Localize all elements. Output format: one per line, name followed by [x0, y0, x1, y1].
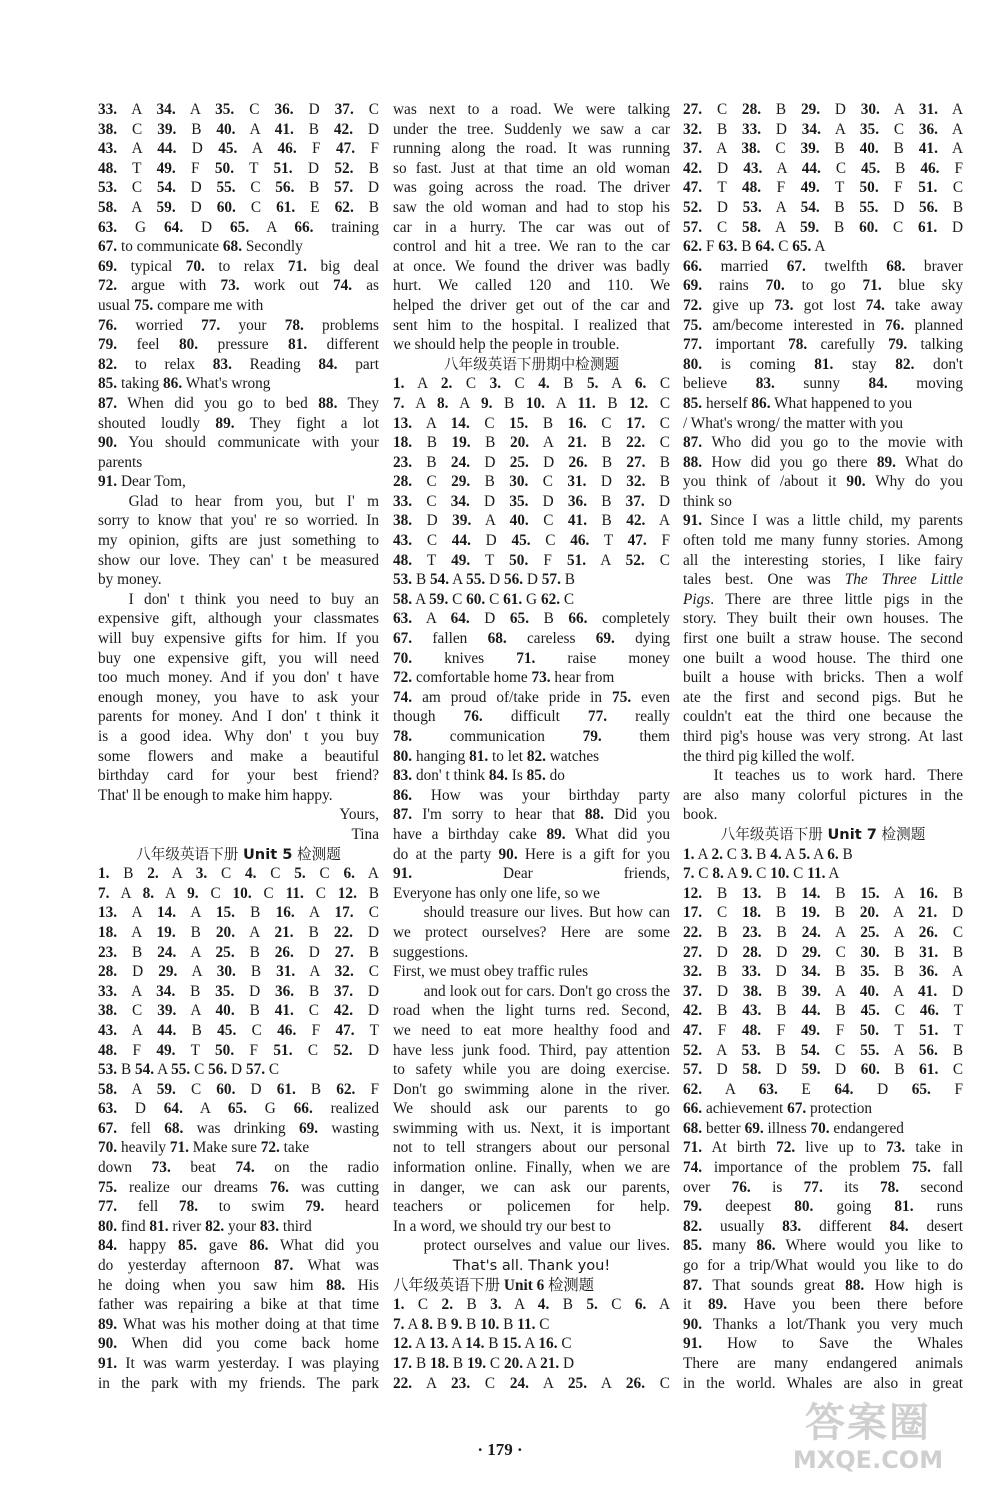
col3-line: 91. How to Save the Whales [683, 1335, 963, 1353]
col2-line: car in a hurry. The car was out of [393, 218, 670, 236]
col1-line: 58. A 59. C 60. D 61. B 62. F [98, 1080, 379, 1098]
section-heading: 八年级英语下册期中检测题 [443, 355, 620, 373]
col3-line: 82. usually 83. different 84. desert [683, 1217, 963, 1235]
col3-line: 37. A 38. C 39. B 40. B 41. A [683, 140, 963, 158]
col2-line: sent him to the hospital. I realized that [393, 316, 670, 334]
col2-line: teachers or policemen for help. [393, 1198, 670, 1216]
col1-line: 67. to communicate 68. Secondly [98, 238, 303, 256]
col3-line: It teaches us to work hard. There [713, 767, 963, 785]
col3-line: book. [683, 806, 718, 824]
col1-line: 80. find 81. river 82. your 83. third [98, 1217, 312, 1235]
col2-line: 12. A 13. A 14. B 15. A 16. C [393, 1335, 572, 1353]
col2-line: 78. communication 79. them [393, 728, 670, 745]
col1-line: some flowers and make a beautiful [98, 747, 379, 765]
col1-line: 75. realize our dreams 76. was cutting [98, 1178, 379, 1196]
col1-line: 33. A 34. A 35. C 36. D 37. C [98, 101, 379, 118]
col3-line: couldn't eat the third one because the [683, 708, 963, 726]
col3-line: 79. deepest 80. going 81. runs [683, 1198, 963, 1216]
col3-line: 32. B 33. D 34. A 35. C 36. A [683, 120, 963, 138]
col3-line: 1. A 2. C 3. B 4. A 5. A 6. B [683, 845, 853, 863]
col3-line: 62. A 63. E 64. D 65. F [683, 1080, 963, 1098]
col2-line: not to tell strangers about our personal [393, 1139, 670, 1157]
col2-line: 53. B 54. A 55. D 56. D 57. B [393, 571, 575, 589]
col2-line: 86. How was your birthday party [393, 786, 670, 804]
section-heading: 八年级英语下册 Unit 7 检测题 [720, 825, 926, 843]
col1-line: 18. A 19. B 20. A 21. B 22. D [98, 923, 379, 941]
col2-line: 58. A 59. C 60. C 61. G 62. C [393, 590, 575, 608]
col2-line: information online. Finally, when we are [393, 1159, 670, 1177]
col1-line: 48. F 49. T 50. F 51. C 52. D [98, 1041, 379, 1059]
col1-line: 38. C 39. A 40. B 41. C 42. D [98, 1002, 379, 1020]
col1-line: I don' t think you need to buy an [128, 590, 379, 608]
col3-line: Pigs. There are three little pigs in the [683, 590, 963, 608]
col1-line: 87. When did you go to bed 88. They [98, 394, 379, 412]
col3-line: 27. D 28. D 29. C 30. B 31. B [683, 943, 963, 961]
col2-line: and look out for cars. Don't go cross the [423, 982, 670, 1000]
col3-line: tales best. One was The Three Little [683, 571, 963, 589]
col3-line: 17. C 18. B 19. B 20. A 21. D [683, 904, 963, 922]
col1-line: birthday card for your best friend? [98, 767, 379, 785]
col1-line: Tina [351, 825, 379, 843]
col3-line: in the world. Whales are also in great [683, 1374, 963, 1392]
col3-line: are also many colorful pictures in the [683, 786, 963, 804]
col2-line: 13. A 14. C 15. B 16. C 17. C [393, 414, 670, 432]
col3-line: 22. B 23. B 24. A 25. A 26. C [683, 923, 963, 941]
col2-line: suggestions. [393, 943, 469, 961]
col3-line: you think of /about it 90. Why do you [683, 473, 963, 491]
col1-line: father was repairing a bike at that time [98, 1296, 379, 1314]
col3-line: 66. achievement 67. protection [683, 1100, 873, 1118]
col1-line: 13. A 14. A 15. B 16. A 17. C [98, 904, 379, 922]
col1-line: my opinion, gifts are just something to [98, 532, 379, 550]
col2-line: swimming with us. Next, it is important [393, 1119, 670, 1137]
answer-column-left [98, 100, 379, 1393]
col1-line: 69. typical 70. to relax 71. big deal [98, 257, 379, 275]
col2-line: under the tree. Suddenly we saw a car [393, 120, 670, 138]
col1-line: in the park with my friends. The park [98, 1374, 379, 1392]
col1-line: 67. fell 68. was drinking 69. wasting [98, 1119, 379, 1137]
col2-line: 74. am proud of/take pride in 75. even [393, 688, 670, 706]
col3-line: 7. C 8. A 9. C 10. C 11. A [683, 865, 840, 883]
col2-line: 63. A 64. D 65. B 66. completely [393, 610, 670, 628]
col2-line: 1. C 2. B 3. A 4. B 5. C 6. A [393, 1296, 670, 1314]
col1-line: is a good idea. Why don' t you buy [98, 728, 379, 745]
col2-line: in danger, we can ask our parents, [393, 1178, 670, 1196]
col1-line: buy one expensive gift, you will need [98, 649, 379, 667]
col3-line: 69. rains 70. to go 71. blue sky [683, 277, 963, 295]
col3-line: 74. importance of the problem 75. fall [683, 1159, 963, 1177]
col2-line: do at the party 90. Here is a gift for you [393, 845, 670, 863]
watermark-text: 答案圈 [805, 1400, 931, 1446]
col3-line: 47. F 48. F 49. F 50. T 51. T [683, 1021, 963, 1039]
col1-line: 89. What was his mother doing at that time [98, 1315, 379, 1333]
col2-line: we need to eat more healthy food and [393, 1021, 670, 1039]
section-heading: That's all. Thank you! [452, 1257, 611, 1275]
col3-line: third pig's house was very strong. At last [683, 728, 963, 745]
page-number: · 179 · [477, 1440, 523, 1459]
col1-line: 77. fell 78. to swim 79. heard [98, 1198, 379, 1216]
col2-line: 91. Dear friends, [393, 865, 670, 883]
col3-line: story. They built their own houses. The [683, 610, 963, 628]
col2-line: control and hit a tree. We ran to the car [393, 238, 670, 256]
col2-line: We should ask our parents to go [393, 1100, 670, 1118]
col2-line: to safety while you are doing exercise. [393, 1061, 670, 1079]
col1-line: 33. A 34. B 35. D 36. B 37. D [98, 982, 379, 1000]
col1-line: 90. You should communicate with your [98, 434, 379, 452]
col1-line: too much money. And if you don' t have [98, 669, 379, 687]
col2-line: 33. C 34. D 35. D 36. B 37. D [393, 492, 670, 510]
section-heading: 八年级英语下册 Unit 5 检测题 [136, 845, 341, 863]
col2-line: though 76. difficult 77. really [393, 708, 670, 726]
col1-line: 84. happy 85. gave 86. What did you [98, 1237, 379, 1255]
col1-line: by money. [98, 571, 162, 589]
col3-line: 90. Thanks a lot/Thank you very much [683, 1315, 963, 1333]
col3-line: 75. am/become interested in 76. planned [683, 316, 963, 334]
col3-line: 37. D 38. B 39. A 40. A 41. D [683, 982, 963, 1000]
answer-column-right [683, 100, 963, 1393]
col1-line: 63. D 64. A 65. G 66. realized [98, 1100, 379, 1118]
col1-line: he doing when you saw him 88. His [98, 1276, 379, 1294]
col3-line: 52. A 53. B 54. C 55. A 56. B [683, 1041, 963, 1059]
col3-line: the third pig killed the wolf. [683, 747, 855, 765]
col1-line: 23. B 24. A 25. B 26. D 27. B [98, 943, 379, 961]
col1-line: 58. A 59. D 60. C 61. E 62. B [98, 198, 379, 216]
col3-line: 68. better 69. illness 70. endangered [683, 1119, 904, 1137]
col1-line: show our love. They can' t be measured [98, 551, 379, 569]
col1-line: 48. T 49. F 50. T 51. D 52. B [98, 159, 379, 177]
col1-line: down 73. beat 74. on the radio [98, 1159, 379, 1177]
col2-line: was next to a road. We were talking [393, 101, 670, 118]
col2-line: have a birthday cake 89. What did you [393, 825, 670, 843]
col1-line: 7. A 8. A 9. C 10. C 11. C 12. B [98, 884, 379, 902]
col3-line: 88. How did you go there 89. What do [683, 453, 963, 471]
col1-line: 43. A 44. D 45. A 46. F 47. F [98, 140, 379, 158]
col3-line: 91. Since I was a little child, my parents [683, 512, 963, 530]
col1-line: 91. Dear Tom, [98, 473, 186, 491]
col2-line: 17. B 18. B 19. C 20. A 21. D [393, 1355, 575, 1372]
col3-line: 27. C 28. B 29. D 30. A 31. A [683, 101, 963, 118]
col3-line: 47. T 48. F 49. T 50. F 51. C [683, 179, 963, 197]
col2-line: was going across the road. The driver [393, 179, 670, 197]
col2-line: protect ourselves and value our lives. [423, 1237, 670, 1255]
col1-line: 85. taking 86. What's wrong [98, 375, 271, 393]
col1-line: parents [98, 453, 143, 471]
col2-line: running along the road. It was running [393, 140, 670, 158]
watermark-url: MXQE.COM [792, 1446, 944, 1474]
col1-line: sorry to know that you' re so worried. In [98, 512, 379, 530]
col1-line: 53. C 54. D 55. C 56. B 57. D [98, 179, 379, 197]
col2-line: 38. D 39. A 40. C 41. B 42. A [393, 512, 670, 530]
col2-line: 1. A 2. C 3. C 4. B 5. A 6. C [393, 375, 670, 393]
col3-line: one built a wood house. The third one [683, 649, 963, 667]
col3-line: 71. At birth 72. live up to 73. take in [683, 1139, 963, 1157]
col1-line: 1. B 2. A 3. C 4. C 5. C 6. A [98, 865, 379, 883]
col1-line: will buy expensive gifts for him. If you [98, 630, 379, 648]
col1-line: 91. It was warm yesterday. I was playing [98, 1355, 379, 1372]
col2-line: 23. B 24. D 25. D 26. B 27. B [393, 453, 670, 471]
col3-line: built a house with bricks. Then a wolf [683, 669, 963, 687]
col1-line: Glad to hear from you, but I' m [128, 492, 379, 510]
col3-line: 77. important 78. carefully 79. talking [683, 336, 963, 354]
col3-line: 87. That sounds great 88. How high is [683, 1276, 963, 1294]
col3-line: 80. is coming 81. stay 82. don't [683, 355, 963, 373]
col2-line: 70. knives 71. raise money [393, 649, 670, 667]
col3-line: all the interesting stories, I like fairy [683, 551, 963, 569]
col1-line: enough money, you have to ask your [98, 688, 379, 706]
col3-line: first one built a straw house. The second [683, 630, 963, 648]
col3-line: 32. B 33. D 34. B 35. B 36. A [683, 963, 963, 981]
col1-line: parents for money. And I don' t think it [98, 708, 379, 726]
col2-line: 43. C 44. D 45. C 46. T 47. F [393, 532, 670, 550]
col3-line: 52. D 53. A 54. B 55. D 56. B [683, 198, 963, 216]
col2-line: In a word, we should try our best to [393, 1217, 611, 1235]
col2-line: so fast. Just at that time an old woman [393, 159, 670, 177]
col1-line: 90. When did you come back home [98, 1335, 379, 1353]
col3-line: go for a trip/What would you like to do [683, 1257, 963, 1275]
col2-line: Don't go swimming alone in the river. [393, 1080, 670, 1098]
col2-line: 7. A 8. A 9. B 10. A 11. B 12. C [393, 394, 670, 412]
col3-line: 72. give up 73. got lost 74. take away [683, 296, 963, 314]
col1-line: 38. C 39. B 40. A 41. B 42. D [98, 120, 379, 138]
col3-line: 42. D 43. A 44. C 45. B 46. F [683, 159, 963, 177]
col2-line: 67. fallen 68. careless 69. dying [393, 630, 670, 648]
col2-line: we protect ourselves? Here are some [393, 923, 670, 941]
col3-line: ate the first and second pigs. But he [683, 688, 963, 706]
col3-line: it 89. Have you been there before [683, 1296, 963, 1314]
col2-line: 48. T 49. T 50. F 51. A 52. C [393, 551, 670, 569]
col2-line: 83. don' t think 84. Is 85. do [393, 767, 565, 785]
col1-line: 82. to relax 83. Reading 84. part [98, 355, 379, 373]
col2-line: should treasure our lives. But how can [423, 904, 670, 922]
col1-line: 76. worried 77. your 78. problems [98, 316, 379, 334]
col1-line: 53. B 54. A 55. C 56. D 57. C [98, 1061, 280, 1079]
col2-line: helped the driver get out of the car and [393, 296, 670, 314]
col1-line: 43. A 44. B 45. C 46. F 47. T [98, 1021, 379, 1039]
col2-line: 八年级英语下册 Unit 6 检测题 [393, 1276, 594, 1294]
col2-line: Everyone has only one life, so we [393, 884, 600, 902]
col3-line: / What's wrong/ the matter with you [683, 414, 903, 432]
col2-line: at once. We found the driver was badly [393, 257, 670, 275]
col1-line: usual 75. compare me with [98, 296, 264, 314]
col3-line: 87. Who did you go to the movie with [683, 434, 963, 452]
col3-line: 62. F 63. B 64. C 65. A [683, 238, 826, 256]
col2-line: 80. hanging 81. to let 82. watches [393, 747, 600, 765]
col1-line: do yesterday afternoon 87. What was [98, 1257, 379, 1275]
col1-line: 79. feel 80. pressure 81. different [98, 336, 379, 354]
col3-line: 57. C 58. A 59. B 60. C 61. D [683, 218, 963, 236]
col1-line: shouted loudly 89. They fight a lot [98, 414, 379, 432]
col2-line: 22. A 23. C 24. A 25. A 26. C [393, 1374, 670, 1392]
col2-line: saw the old woman and had to stop his [393, 198, 670, 216]
col3-line: over 76. is 77. its 78. second [683, 1178, 963, 1196]
col2-line: 72. comfortable home 73. hear from [393, 669, 615, 687]
col3-line: There are many endangered animals [683, 1355, 963, 1372]
col2-line: 28. C 29. B 30. C 31. D 32. B [393, 473, 670, 491]
col3-line: 57. D 58. D 59. D 60. B 61. C [683, 1061, 963, 1079]
col2-line: hurt. We called 120 and 110. We [393, 277, 670, 295]
col2-line: 87. I'm sorry to hear that 88. Did you [393, 806, 670, 824]
col3-line: think so [683, 492, 732, 510]
col3-line: 42. B 43. B 44. B 45. C 46. T [683, 1002, 963, 1020]
col1-line: Yours, [339, 806, 379, 824]
watermark-logo [758, 1400, 978, 1480]
col2-line: have less junk food. Third, pay attention [393, 1041, 670, 1059]
col3-line: 85. many 86. Where would you like to [683, 1237, 963, 1255]
col3-line: often told me many funny stories. Among [683, 532, 963, 550]
col3-line: 66. married 67. twelfth 68. braver [683, 257, 963, 275]
col3-line: 85. herself 86. What happened to you [683, 394, 913, 412]
col1-line: expensive gift, although your classmates [98, 610, 379, 628]
col1-line: 63. G 64. D 65. A 66. training [98, 218, 379, 236]
col2-line: 18. B 19. B 20. A 21. B 22. C [393, 434, 670, 452]
col1-line: 72. argue with 73. work out 74. as [98, 277, 379, 295]
col2-line: we should help the people in trouble. [393, 336, 620, 354]
col1-line: That' ll be enough to make him happy. [98, 786, 333, 804]
col2-line: road when the light turns red. Second, [393, 1002, 670, 1020]
answer-column-middle [393, 100, 670, 1393]
col1-line: 70. heavily 71. Make sure 72. take [98, 1139, 310, 1157]
col1-line: 28. D 29. A 30. B 31. A 32. C [98, 963, 379, 981]
col3-line: believe 83. sunny 84. moving [683, 375, 963, 393]
col3-line: 12. B 13. B 14. B 15. A 16. B [683, 884, 963, 902]
col2-line: First, we must obey traffic rules [393, 963, 589, 981]
col2-line: 7. A 8. B 9. B 10. B 11. C [393, 1315, 550, 1333]
